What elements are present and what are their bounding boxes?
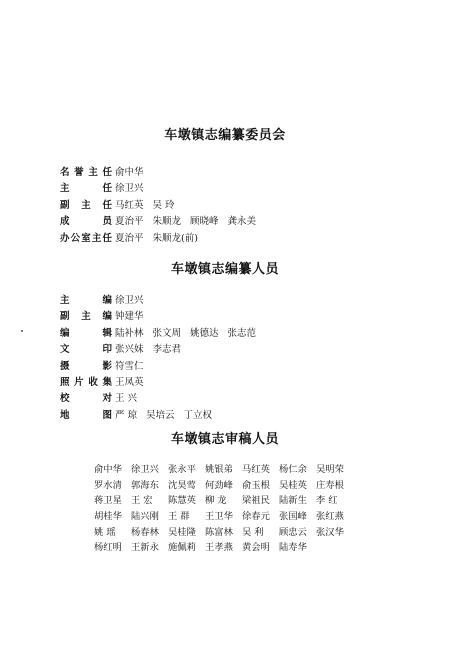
reviewers-list [94,462,354,556]
reviewer-name: 何劲峰 [205,479,233,491]
reviewer-name: 张永平 [168,464,196,475]
reviewer-name: 吴桂英 [279,479,307,491]
roster-row [60,198,265,214]
reviewer-name: 徐卫兴 [131,464,159,475]
member-names [115,375,153,391]
reviewer-name: 郭海东 [131,479,159,491]
reviewer-name: 俞中华 [94,464,122,475]
member-name: 马红英 [115,199,144,211]
role-label: 成员 [60,216,112,228]
reviewer-name: 张国峰 [279,511,307,523]
roster-row [60,326,265,342]
roster-row [60,342,265,358]
reviewer-name: 陆兴刚 [131,511,159,523]
role-label: 摄影 [60,360,112,372]
member-names [115,231,207,247]
member-name: 吴培云 [146,409,175,421]
reviewer-name: 李 红 [316,495,338,507]
reviewer-name: 罗水清 [94,479,122,491]
member-name: 钟建华 [115,311,144,323]
reviewer-name: 王卫华 [205,511,233,523]
reviewer-name: 胡桂华 [94,511,122,523]
member-names [115,342,190,358]
reviewer-name: 杨仁余 [279,464,307,475]
member-names [115,198,184,214]
member-name: 徐卫兴 [115,295,144,306]
member-names [115,293,153,309]
scan-speck [21,330,23,332]
member-name: 朱顺龙 [152,216,182,228]
editors-title: 车墩镇志编纂人员 [170,262,279,277]
member-names [115,181,153,197]
role-label: 副主编 [60,311,112,323]
reviewer-name: 徐春元 [242,511,270,523]
member-name: 陆补林 [115,327,144,339]
member-name: 张文周 [152,327,182,339]
member-name: 王 兴 [115,393,138,405]
roster-row [60,408,265,424]
role-label: 主任 [60,183,112,195]
member-name: 丁立权 [183,409,213,421]
member-name: 严 琼 [115,409,138,421]
reviewer-name: 王孝燕 [205,542,233,554]
member-name: 张志范 [227,327,257,339]
role-label: 校对 [60,393,112,405]
reviewer-row [94,493,354,509]
reviewer-name: 张红燕 [316,511,344,523]
reviewer-name: 陈慧英 [168,495,196,507]
reviewer-name: 蒋卫星 [94,495,122,507]
member-names [115,309,153,325]
reviewer-row [94,509,354,525]
reviewer-name: 柳 龙 [205,495,227,507]
reviewer-row [94,462,354,478]
role-label: 文印 [60,344,112,356]
member-name: 徐卫兴 [115,183,144,195]
member-name: 吴 玲 [152,199,175,211]
role-label: 名誉主任 [60,167,112,178]
roster-row [60,231,265,247]
roster-row [60,214,265,230]
role-label: 编辑 [60,327,112,339]
reviewers-title: 车墩镇志审稿人员 [170,432,279,447]
committee-roster [60,165,265,247]
member-name: 夏治平 [115,216,144,228]
reviewer-name: 杨春林 [131,526,159,538]
member-names [115,359,153,375]
reviewer-name: 马红英 [242,464,270,475]
member-name: 王凤英 [115,376,144,388]
reviewer-name: 陈富林 [205,526,233,538]
role-label: 主编 [60,295,112,306]
reviewer-name: 沈昊莺 [168,479,196,491]
roster-row [60,309,265,325]
reviewer-name: 吴明荣 [316,464,344,475]
role-label: 办公室主任 [60,232,112,244]
roster-row [60,391,265,407]
member-names [115,326,265,342]
reviewer-row [94,478,354,494]
role-label: 副主任 [60,199,112,211]
reviewer-name: 吴 利 [242,526,264,538]
committee-title: 车墩镇志编纂委员会 [164,128,286,143]
member-names [115,408,221,424]
member-name: 夏治平 [115,232,144,244]
roster-row [60,359,265,375]
member-names [115,214,265,230]
reviewer-name: 吴桂隆 [168,526,196,538]
reviewer-name: 陆寿华 [279,542,307,554]
reviewer-name: 庄寿根 [316,479,344,491]
member-name: 符雪仁 [115,360,144,372]
reviewer-name: 俞玉根 [242,479,270,491]
reviewer-name: 王 群 [168,511,190,523]
member-name: 顾晓峰 [190,216,219,228]
member-names [115,165,153,181]
reviewer-name: 张汉华 [316,526,344,538]
role-label: 照片收集 [60,376,112,388]
reviewer-row [94,540,354,556]
member-name: 俞中华 [115,167,144,178]
reviewer-name: 王 宏 [131,495,153,507]
reviewer-name: 杨红明 [94,542,122,554]
reviewer-name: 梁祖民 [242,495,270,507]
roster-row [60,165,265,181]
roster-row [60,375,265,391]
member-name: 龚永美 [227,216,257,228]
reviewer-name: 陆新生 [279,495,307,507]
member-names [115,391,146,407]
roster-row [60,181,265,197]
reviewer-name: 施佩莉 [168,542,196,554]
role-label: 地图 [60,409,112,421]
roster-row [60,293,265,309]
reviewer-name: 王新永 [131,542,159,554]
reviewer-name: 顾忠云 [279,526,307,538]
reviewer-name: 姚银弟 [205,464,233,475]
reviewer-name: 姚 瑶 [94,526,116,538]
reviewer-name: 黄会明 [242,542,270,554]
editors-roster [60,293,265,424]
reviewer-row [94,525,354,541]
member-name: 张兴妹 [115,344,144,356]
member-name: 朱顺龙(前) [152,232,198,244]
member-name: 姚德达 [190,327,219,339]
member-name: 李志君 [152,344,182,356]
